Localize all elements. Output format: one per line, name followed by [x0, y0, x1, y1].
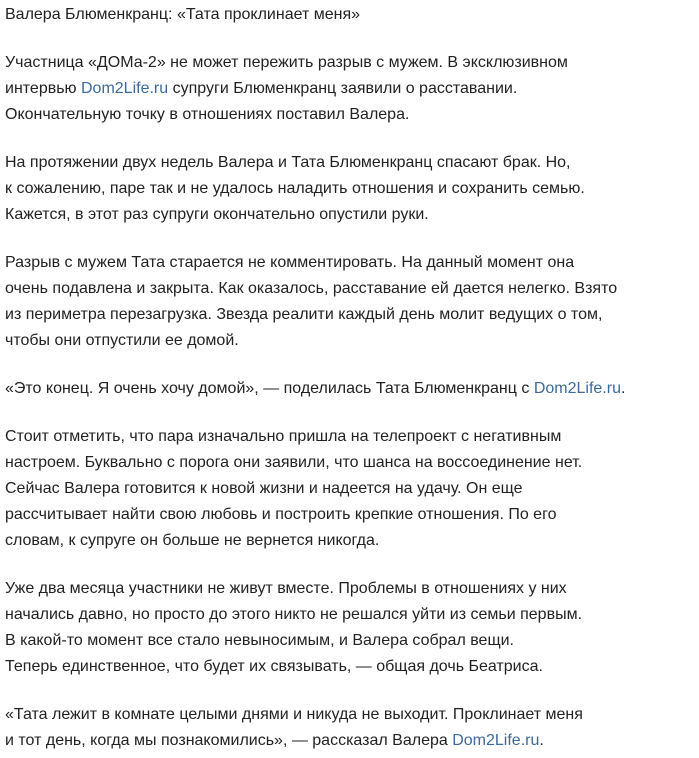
dom2life-link[interactable]: Dom2Life.ru: [452, 732, 540, 749]
text-segment: В какой-то момент все стало невыносимым, и Валера собрал вещи.: [5, 632, 514, 649]
text-segment: словам, к супруге он больше не вернется никогда.: [5, 532, 380, 549]
text-segment: Уже два месяца участники не живут вместе. Проблемы в отношениях у них: [5, 580, 567, 597]
text-segment: очень подавлена и закрыта. Как оказалось, расставание ей дается нелегко. Взято: [5, 280, 618, 297]
text-segment: Стоит отметить, что пара изначально пришла на телепроект с негативным: [5, 428, 562, 445]
text-segment: к сожалению, паре так и не удалось наладить отношения и сохранить семью.: [5, 180, 585, 197]
text-line: [5, 528, 699, 554]
text-line: [5, 376, 699, 402]
text-line: [5, 702, 699, 728]
text-line: [5, 276, 699, 302]
text-line: [5, 250, 699, 276]
text-line: [5, 328, 699, 354]
dom2life-link[interactable]: Dom2Life.ru: [533, 380, 621, 397]
text-segment: На протяжении двух недель Валера и Тата Блюменкранц спасают брак. Но,: [5, 154, 571, 171]
paragraph: [5, 576, 699, 680]
text-line: [5, 476, 699, 502]
text-line: [5, 50, 699, 76]
text-line: [5, 654, 699, 680]
text-segment: супруги Блюменкранц заявили о расставании.: [168, 80, 518, 97]
text-line: [5, 450, 699, 476]
text-segment: Участница «ДОМа-2» не может пережить разрыв с мужем. В эксклюзивном: [5, 54, 568, 71]
text-segment: рассчитывает найти свою любовь и построить крепкие отношения. По его: [5, 506, 557, 523]
paragraph: [5, 424, 699, 554]
article-body: [5, 50, 699, 754]
text-line: [5, 502, 699, 528]
text-segment: интервью: [5, 80, 81, 97]
title-text: Валера Блюменкранц: «Тата проклинает меня»: [5, 6, 361, 23]
dom2life-link[interactable]: Dom2Life.ru: [81, 80, 169, 97]
text-segment: Сейчас Валера готовится к новой жизни и надеется на удачу. Он еще: [5, 480, 523, 497]
text-line: [5, 176, 699, 202]
text-segment: Окончательную точку в отношениях поставил Валера.: [5, 106, 410, 123]
text-line: [5, 576, 699, 602]
text-line: [5, 424, 699, 450]
text-line: [5, 150, 699, 176]
text-segment: чтобы они отпустили ее домой.: [5, 332, 239, 349]
paragraph: [5, 150, 699, 228]
text-segment: Теперь единственное, что будет их связывать, — общая дочь Беатриса.: [5, 658, 543, 675]
text-line: [5, 602, 699, 628]
text-line: [5, 302, 699, 328]
text-segment: .: [620, 380, 626, 397]
text-segment: начались давно, но просто до этого никто не решался уйти из семьи первым.: [5, 606, 583, 623]
text-segment: «Тата лежит в комнате целыми днями и никуда не выходит. Проклинает меня: [5, 706, 583, 723]
text-segment: «Это конец. Я очень хочу домой», — поделилась Тата Блюменкранц с: [5, 380, 534, 397]
text-segment: настроем. Буквально с порога они заявили, что шанса на воссоединение нет.: [5, 454, 583, 471]
text-segment: и тот день, когда мы познакомились», — рассказал Валера: [5, 732, 453, 749]
text-line: [5, 728, 699, 754]
text-segment: Кажется, в этот раз супруги окончательно опустили руки.: [5, 206, 429, 223]
text-line: [5, 76, 699, 102]
article-title: [5, 2, 699, 28]
paragraph: [5, 50, 699, 128]
paragraph: [5, 702, 699, 754]
text-line: [5, 102, 699, 128]
paragraph: [5, 376, 699, 402]
paragraph: [5, 250, 699, 354]
text-line: [5, 202, 699, 228]
text-segment: Разрыв с мужем Тата старается не комментировать. На данный момент она: [5, 254, 575, 271]
text-line: [5, 628, 699, 654]
text-segment: .: [539, 732, 544, 749]
text-segment: из периметра перезагрузка. Звезда реалити каждый день молит ведущих о том,: [5, 306, 603, 323]
